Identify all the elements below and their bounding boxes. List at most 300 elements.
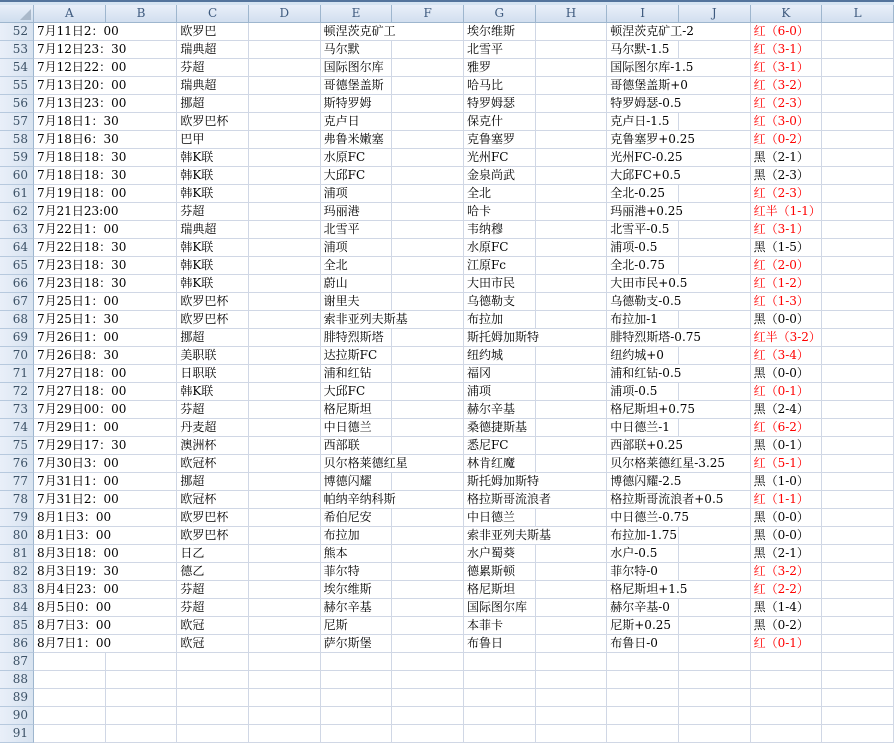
cell-L55[interactable]	[822, 77, 894, 95]
cell-C67[interactable]	[177, 293, 249, 311]
cell-I80[interactable]	[607, 527, 679, 545]
cell-K76[interactable]	[751, 455, 823, 473]
cell-K54[interactable]	[751, 59, 823, 77]
select-all-corner[interactable]	[0, 5, 34, 23]
cell-I67[interactable]	[607, 293, 682, 311]
cell-G77[interactable]	[464, 473, 539, 491]
cell-C62[interactable]	[177, 203, 249, 221]
cell-I66[interactable]	[607, 275, 688, 293]
cell-G73[interactable]	[464, 401, 536, 419]
cell-D52[interactable]	[249, 23, 321, 41]
cell-E84[interactable]	[321, 599, 393, 617]
cell-H73[interactable]	[536, 401, 608, 419]
row-header-80[interactable]: 80	[0, 527, 34, 545]
cell-C55[interactable]	[177, 77, 249, 95]
cell-K65[interactable]	[751, 257, 823, 275]
cell-C53[interactable]	[177, 41, 249, 59]
cell-B79[interactable]	[106, 509, 178, 527]
cell-A76[interactable]	[34, 455, 119, 473]
cell-C54[interactable]	[177, 59, 249, 77]
cell-B86[interactable]	[106, 635, 178, 653]
cell-D58[interactable]	[249, 131, 321, 149]
cell-I63[interactable]	[607, 221, 679, 239]
column-header-C[interactable]: C	[177, 5, 249, 23]
cell-I91[interactable]	[607, 725, 679, 743]
cell-D79[interactable]	[249, 509, 321, 527]
cell-H87[interactable]	[536, 653, 608, 671]
cell-F75[interactable]	[392, 437, 464, 455]
row-header-77[interactable]: 77	[0, 473, 34, 491]
cell-K61[interactable]	[751, 185, 823, 203]
cell-F85[interactable]	[392, 617, 464, 635]
cell-I79[interactable]	[607, 509, 690, 527]
cell-A69[interactable]	[34, 329, 119, 347]
cell-F79[interactable]	[392, 509, 464, 527]
cell-G74[interactable]	[464, 419, 536, 437]
row-header-52[interactable]: 52	[0, 23, 34, 41]
cell-K86[interactable]	[751, 635, 823, 653]
cell-H62[interactable]	[536, 203, 608, 221]
cell-K75[interactable]	[751, 437, 823, 455]
cell-C91[interactable]	[177, 725, 249, 743]
cell-K69[interactable]	[751, 329, 823, 347]
cell-H67[interactable]	[536, 293, 608, 311]
cell-L54[interactable]	[822, 59, 894, 77]
cell-A66[interactable]	[34, 275, 127, 293]
cell-F67[interactable]	[392, 293, 464, 311]
cell-I65[interactable]	[607, 257, 679, 275]
cell-L53[interactable]	[822, 41, 894, 59]
cell-A54[interactable]	[34, 59, 127, 77]
cell-A71[interactable]	[34, 365, 127, 383]
row-header-68[interactable]: 68	[0, 311, 34, 329]
cell-B84[interactable]	[106, 599, 178, 617]
cell-J74[interactable]	[679, 419, 751, 437]
row-header-74[interactable]: 74	[0, 419, 34, 437]
cell-H89[interactable]	[536, 689, 608, 707]
cell-H68[interactable]	[536, 311, 608, 329]
cell-A86[interactable]	[34, 635, 112, 653]
cell-L67[interactable]	[822, 293, 894, 311]
cell-F54[interactable]	[392, 59, 464, 77]
cell-F59[interactable]	[392, 149, 464, 167]
cell-G87[interactable]	[464, 653, 536, 671]
cell-E80[interactable]	[321, 527, 393, 545]
cell-J68[interactable]	[679, 311, 751, 329]
cell-I82[interactable]	[607, 563, 679, 581]
cell-K81[interactable]	[751, 545, 823, 563]
cell-F58[interactable]	[392, 131, 464, 149]
cell-C57[interactable]	[177, 113, 249, 131]
cell-E77[interactable]	[321, 473, 393, 491]
row-header-70[interactable]: 70	[0, 347, 34, 365]
cell-I61[interactable]	[607, 185, 679, 203]
cell-A83[interactable]	[34, 581, 119, 599]
cell-E68[interactable]	[321, 311, 408, 329]
cell-F73[interactable]	[392, 401, 464, 419]
cell-D54[interactable]	[249, 59, 321, 77]
cell-E60[interactable]	[321, 167, 393, 185]
row-header-61[interactable]: 61	[0, 185, 34, 203]
cell-G88[interactable]	[464, 671, 536, 689]
cell-L91[interactable]	[822, 725, 894, 743]
cell-F62[interactable]	[392, 203, 464, 221]
cell-D74[interactable]	[249, 419, 321, 437]
cell-C74[interactable]	[177, 419, 249, 437]
cell-E78[interactable]	[321, 491, 396, 509]
cell-D85[interactable]	[249, 617, 321, 635]
cell-K72[interactable]	[751, 383, 823, 401]
cell-C87[interactable]	[177, 653, 249, 671]
cell-H74[interactable]	[536, 419, 608, 437]
cell-C90[interactable]	[177, 707, 249, 725]
cell-D59[interactable]	[249, 149, 321, 167]
cell-J81[interactable]	[679, 545, 751, 563]
cell-I59[interactable]	[607, 149, 683, 167]
column-header-L[interactable]: L	[822, 5, 894, 23]
cell-A91[interactable]	[34, 725, 106, 743]
cell-K84[interactable]	[751, 599, 823, 617]
cell-L63[interactable]	[822, 221, 894, 239]
cell-H71[interactable]	[536, 365, 608, 383]
cell-A67[interactable]	[34, 293, 119, 311]
cell-A53[interactable]	[34, 41, 127, 59]
cell-G61[interactable]	[464, 185, 536, 203]
cell-C76[interactable]	[177, 455, 249, 473]
cell-D86[interactable]	[249, 635, 321, 653]
cell-I75[interactable]	[607, 437, 684, 455]
cell-J75[interactable]	[679, 437, 751, 455]
cell-H81[interactable]	[536, 545, 608, 563]
cell-D55[interactable]	[249, 77, 321, 95]
row-header-53[interactable]: 53	[0, 41, 34, 59]
cell-E61[interactable]	[321, 185, 393, 203]
cell-J65[interactable]	[679, 257, 751, 275]
cell-L87[interactable]	[822, 653, 894, 671]
cell-F91[interactable]	[392, 725, 464, 743]
cell-F84[interactable]	[392, 599, 464, 617]
cell-E64[interactable]	[321, 239, 393, 257]
cell-J63[interactable]	[679, 221, 751, 239]
cell-A90[interactable]	[34, 707, 106, 725]
cell-D56[interactable]	[249, 95, 321, 113]
cell-B90[interactable]	[106, 707, 178, 725]
cell-K82[interactable]	[751, 563, 823, 581]
cell-E85[interactable]	[321, 617, 393, 635]
row-header-59[interactable]: 59	[0, 149, 34, 167]
cell-I90[interactable]	[607, 707, 679, 725]
cell-A68[interactable]	[34, 311, 119, 329]
cell-A57[interactable]	[34, 113, 119, 131]
cell-L89[interactable]	[822, 689, 894, 707]
cell-H63[interactable]	[536, 221, 608, 239]
cell-G67[interactable]	[464, 293, 536, 311]
row-header-84[interactable]: 84	[0, 599, 34, 617]
cell-E63[interactable]	[321, 221, 393, 239]
row-header-64[interactable]: 64	[0, 239, 34, 257]
cell-H83[interactable]	[536, 581, 608, 599]
cell-E54[interactable]	[321, 59, 393, 77]
cell-C79[interactable]	[177, 509, 249, 527]
cell-G56[interactable]	[464, 95, 536, 113]
cell-F69[interactable]	[392, 329, 464, 347]
cell-A74[interactable]	[34, 419, 119, 437]
cell-L73[interactable]	[822, 401, 894, 419]
cell-L59[interactable]	[822, 149, 894, 167]
cell-K57[interactable]	[751, 113, 823, 131]
cell-J87[interactable]	[679, 653, 751, 671]
cell-I74[interactable]	[607, 419, 679, 437]
cell-F71[interactable]	[392, 365, 464, 383]
cell-D82[interactable]	[249, 563, 321, 581]
cell-C84[interactable]	[177, 599, 249, 617]
cell-L83[interactable]	[822, 581, 894, 599]
cell-I72[interactable]	[607, 383, 679, 401]
cell-H85[interactable]	[536, 617, 608, 635]
cell-D60[interactable]	[249, 167, 321, 185]
cell-B80[interactable]	[106, 527, 178, 545]
cell-C70[interactable]	[177, 347, 249, 365]
cell-I89[interactable]	[607, 689, 679, 707]
cell-D63[interactable]	[249, 221, 321, 239]
cell-I87[interactable]	[607, 653, 679, 671]
cell-G68[interactable]	[464, 311, 536, 329]
cell-L79[interactable]	[822, 509, 894, 527]
cell-K66[interactable]	[751, 275, 823, 293]
cell-I83[interactable]	[607, 581, 688, 599]
cell-H75[interactable]	[536, 437, 608, 455]
cell-I69[interactable]	[607, 329, 702, 347]
cell-K68[interactable]	[751, 311, 823, 329]
cell-A82[interactable]	[34, 563, 119, 581]
cell-L85[interactable]	[822, 617, 894, 635]
cell-F90[interactable]	[392, 707, 464, 725]
cell-B91[interactable]	[106, 725, 178, 743]
cell-L66[interactable]	[822, 275, 894, 293]
cell-C68[interactable]	[177, 311, 249, 329]
cell-E71[interactable]	[321, 365, 393, 383]
cell-D72[interactable]	[249, 383, 321, 401]
cell-B85[interactable]	[106, 617, 178, 635]
cell-F64[interactable]	[392, 239, 464, 257]
cell-G60[interactable]	[464, 167, 536, 185]
column-header-F[interactable]: F	[392, 5, 464, 23]
cell-E65[interactable]	[321, 257, 393, 275]
cell-I64[interactable]	[607, 239, 679, 257]
cell-I68[interactable]	[607, 311, 679, 329]
row-header-54[interactable]: 54	[0, 59, 34, 77]
cell-J84[interactable]	[679, 599, 751, 617]
row-header-65[interactable]: 65	[0, 257, 34, 275]
cell-C63[interactable]	[177, 221, 249, 239]
cell-J67[interactable]	[679, 293, 751, 311]
cell-F72[interactable]	[392, 383, 464, 401]
cell-L71[interactable]	[822, 365, 894, 383]
cell-A89[interactable]	[34, 689, 106, 707]
cell-F66[interactable]	[392, 275, 464, 293]
cell-F74[interactable]	[392, 419, 464, 437]
cell-E69[interactable]	[321, 329, 393, 347]
cell-A70[interactable]	[34, 347, 119, 365]
row-header-75[interactable]: 75	[0, 437, 34, 455]
cell-E70[interactable]	[321, 347, 393, 365]
cell-K56[interactable]	[751, 95, 823, 113]
cell-B87[interactable]	[106, 653, 178, 671]
row-header-91[interactable]: 91	[0, 725, 34, 743]
column-header-A[interactable]: A	[34, 5, 106, 23]
cell-I62[interactable]	[607, 203, 684, 221]
cell-A60[interactable]	[34, 167, 127, 185]
row-header-58[interactable]: 58	[0, 131, 34, 149]
cell-J90[interactable]	[679, 707, 751, 725]
cell-C59[interactable]	[177, 149, 249, 167]
cell-I81[interactable]	[607, 545, 679, 563]
cell-G90[interactable]	[464, 707, 536, 725]
cell-J66[interactable]	[679, 275, 751, 293]
cell-D87[interactable]	[249, 653, 321, 671]
cell-A56[interactable]	[34, 95, 127, 113]
cell-C64[interactable]	[177, 239, 249, 257]
cell-G84[interactable]	[464, 599, 536, 617]
cell-H66[interactable]	[536, 275, 608, 293]
cell-A73[interactable]	[34, 401, 127, 419]
cell-D71[interactable]	[249, 365, 321, 383]
cell-G62[interactable]	[464, 203, 536, 221]
cell-I77[interactable]	[607, 473, 682, 491]
cell-G75[interactable]	[464, 437, 536, 455]
cell-H64[interactable]	[536, 239, 608, 257]
cell-D53[interactable]	[249, 41, 321, 59]
cell-E90[interactable]	[321, 707, 393, 725]
cell-E55[interactable]	[321, 77, 393, 95]
cell-J82[interactable]	[679, 563, 751, 581]
cell-G78[interactable]	[464, 491, 551, 509]
cell-I85[interactable]	[607, 617, 679, 635]
cell-F78[interactable]	[392, 491, 464, 509]
cell-D69[interactable]	[249, 329, 321, 347]
cell-G80[interactable]	[464, 527, 551, 545]
cell-F82[interactable]	[392, 563, 464, 581]
cell-H91[interactable]	[536, 725, 608, 743]
cell-H84[interactable]	[536, 599, 608, 617]
cell-I70[interactable]	[607, 347, 679, 365]
cell-I88[interactable]	[607, 671, 679, 689]
row-header-72[interactable]: 72	[0, 383, 34, 401]
cell-K89[interactable]	[751, 689, 823, 707]
cell-L90[interactable]	[822, 707, 894, 725]
cell-G70[interactable]	[464, 347, 536, 365]
cell-A61[interactable]	[34, 185, 127, 203]
cell-J91[interactable]	[679, 725, 751, 743]
row-header-83[interactable]: 83	[0, 581, 34, 599]
cell-J86[interactable]	[679, 635, 751, 653]
column-header-H[interactable]: H	[536, 5, 608, 23]
cell-L80[interactable]	[822, 527, 894, 545]
cell-J62[interactable]	[679, 203, 751, 221]
cell-J71[interactable]	[679, 365, 751, 383]
cell-J72[interactable]	[679, 383, 751, 401]
cell-F55[interactable]	[392, 77, 464, 95]
cell-H70[interactable]	[536, 347, 608, 365]
cell-D57[interactable]	[249, 113, 321, 131]
row-header-71[interactable]: 71	[0, 365, 34, 383]
cell-G72[interactable]	[464, 383, 536, 401]
cell-L65[interactable]	[822, 257, 894, 275]
cell-A77[interactable]	[34, 473, 119, 491]
cell-G91[interactable]	[464, 725, 536, 743]
cell-I60[interactable]	[607, 167, 679, 185]
row-header-88[interactable]: 88	[0, 671, 34, 689]
cell-I52[interactable]	[607, 23, 694, 41]
cell-B89[interactable]	[106, 689, 178, 707]
cell-A87[interactable]	[34, 653, 106, 671]
cell-J55[interactable]	[679, 77, 751, 95]
cell-D83[interactable]	[249, 581, 321, 599]
row-header-63[interactable]: 63	[0, 221, 34, 239]
cell-F86[interactable]	[392, 635, 464, 653]
cell-H76[interactable]	[536, 455, 608, 473]
cell-C72[interactable]	[177, 383, 249, 401]
cell-I55[interactable]	[607, 77, 688, 95]
cell-F63[interactable]	[392, 221, 464, 239]
cell-D64[interactable]	[249, 239, 321, 257]
cell-H59[interactable]	[536, 149, 608, 167]
cell-D76[interactable]	[249, 455, 321, 473]
cell-I73[interactable]	[607, 401, 696, 419]
cell-L72[interactable]	[822, 383, 894, 401]
cell-C56[interactable]	[177, 95, 249, 113]
cell-L58[interactable]	[822, 131, 894, 149]
cell-L70[interactable]	[822, 347, 894, 365]
cell-H53[interactable]	[536, 41, 608, 59]
cell-H60[interactable]	[536, 167, 608, 185]
cell-D65[interactable]	[249, 257, 321, 275]
cell-K79[interactable]	[751, 509, 823, 527]
cell-A72[interactable]	[34, 383, 127, 401]
cell-K64[interactable]	[751, 239, 823, 257]
cell-K58[interactable]	[751, 131, 823, 149]
cell-H61[interactable]	[536, 185, 608, 203]
cell-H57[interactable]	[536, 113, 608, 131]
row-header-79[interactable]: 79	[0, 509, 34, 527]
cell-G69[interactable]	[464, 329, 539, 347]
cell-K83[interactable]	[751, 581, 823, 599]
cell-C61[interactable]	[177, 185, 249, 203]
cell-F77[interactable]	[392, 473, 464, 491]
cell-K60[interactable]	[751, 167, 823, 185]
row-header-55[interactable]: 55	[0, 77, 34, 95]
cell-E58[interactable]	[321, 131, 393, 149]
cell-D66[interactable]	[249, 275, 321, 293]
cell-G52[interactable]	[464, 23, 536, 41]
cell-E53[interactable]	[321, 41, 393, 59]
cell-F57[interactable]	[392, 113, 464, 131]
cell-E56[interactable]	[321, 95, 393, 113]
cell-J53[interactable]	[679, 41, 751, 59]
cell-L60[interactable]	[822, 167, 894, 185]
cell-D81[interactable]	[249, 545, 321, 563]
cell-D80[interactable]	[249, 527, 321, 545]
cell-E87[interactable]	[321, 653, 393, 671]
cell-L81[interactable]	[822, 545, 894, 563]
column-header-J[interactable]: J	[679, 5, 751, 23]
cell-L52[interactable]	[822, 23, 894, 41]
cell-E75[interactable]	[321, 437, 393, 455]
cell-D89[interactable]	[249, 689, 321, 707]
cell-E91[interactable]	[321, 725, 393, 743]
cell-D88[interactable]	[249, 671, 321, 689]
cell-L77[interactable]	[822, 473, 894, 491]
